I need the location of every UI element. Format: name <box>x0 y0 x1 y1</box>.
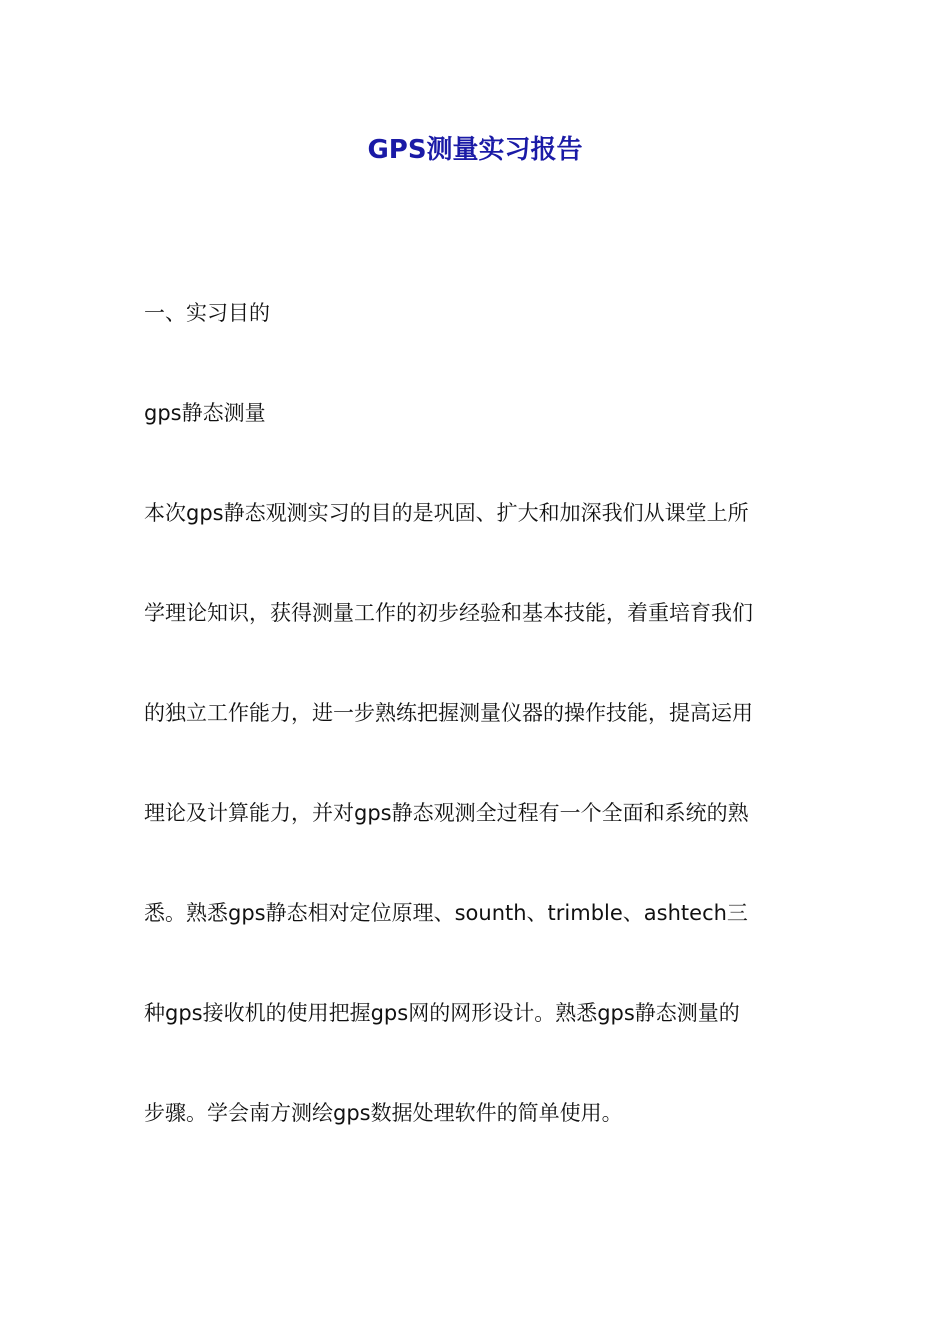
body-line: 种gps接收机的使用把握gps网的网形设计。熟悉gps静态测量的 <box>144 1001 740 1025</box>
body-line: 本次gps静态观测实习的目的是巩固、扩大和加深我们从课堂上所 <box>144 501 749 525</box>
body-line: 悉。熟悉gps静态相对定位原理、sounth、trimble、ashtech三 <box>144 901 748 925</box>
body-line: 理论及计算能力，并对gps静态观测全过程有一个全面和系统的熟 <box>144 801 749 825</box>
section-heading: 一、实习目的 <box>144 301 270 325</box>
document-title: GPS测量实习报告 <box>367 135 583 165</box>
subheading: gps静态测量 <box>144 401 266 425</box>
body-line: 的独立工作能力，进一步熟练把握测量仪器的操作技能，提高运用 <box>144 701 753 725</box>
body-paragraph <box>144 496 808 1196</box>
body-line: 学理论知识，获得测量工作的初步经验和基本技能，着重培育我们 <box>144 601 753 625</box>
body-line: 步骤。学会南方测绘gps数据处理软件的简单使用。 <box>144 1101 623 1125</box>
